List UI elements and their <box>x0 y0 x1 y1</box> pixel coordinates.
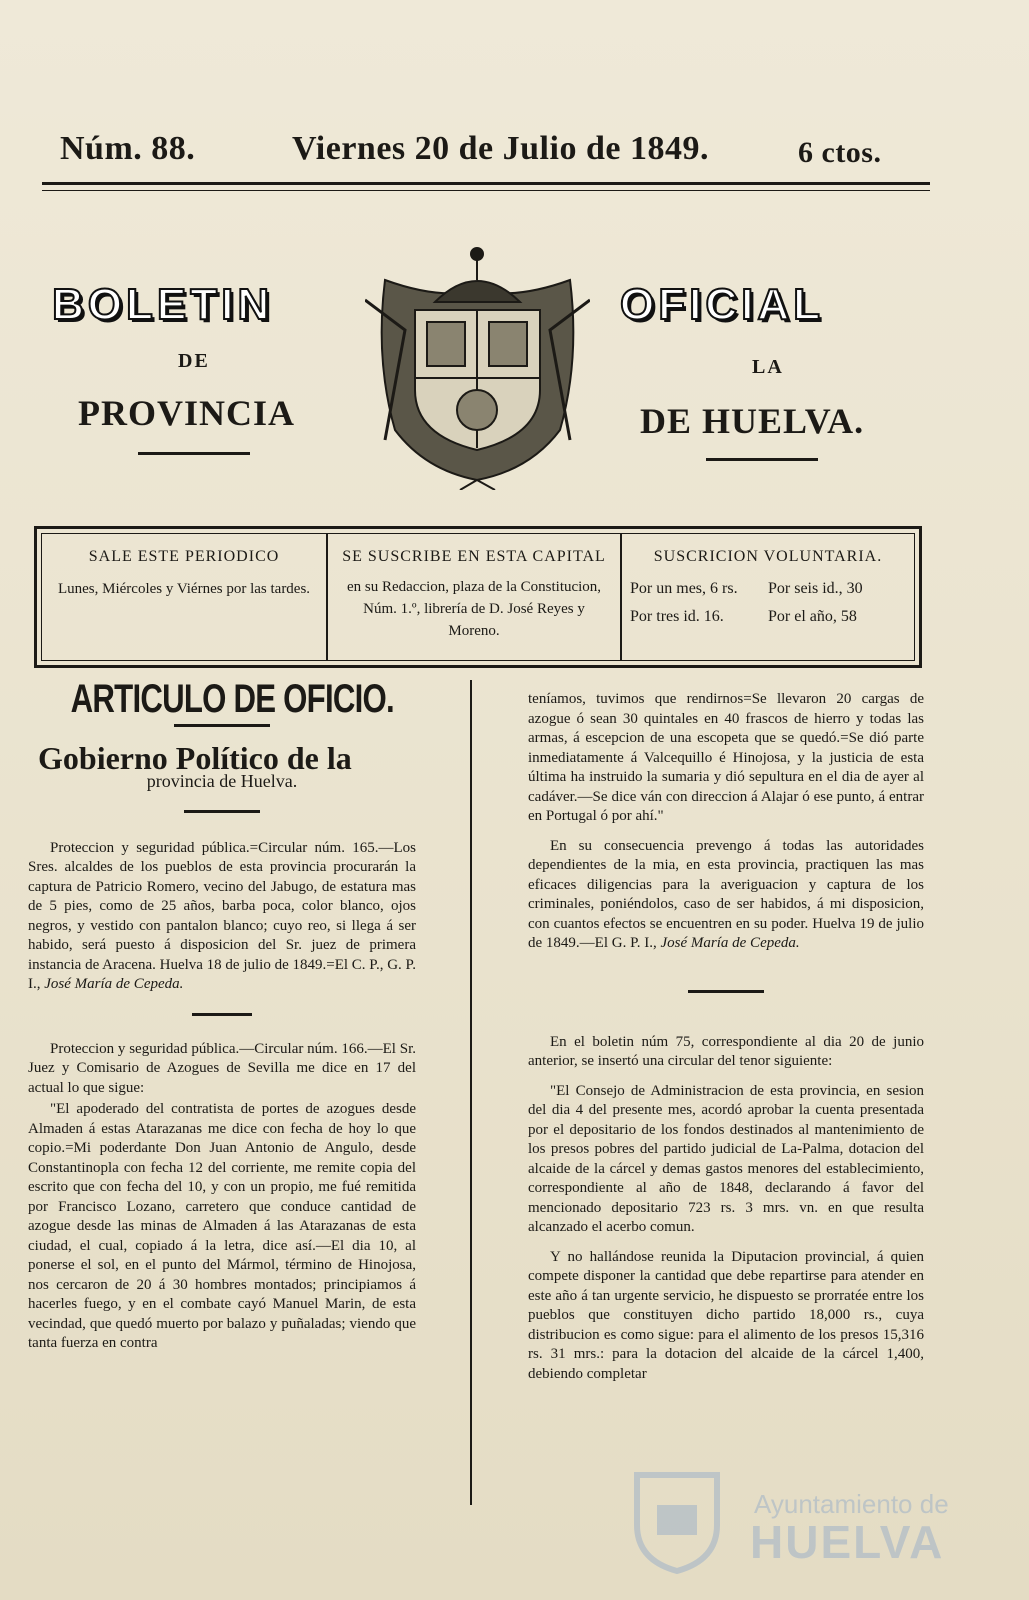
coat-of-arms-icon <box>365 240 590 490</box>
title-provincia: PROVINCIA <box>78 393 296 433</box>
prevention-order-text: En su consecuencia prevengo á todas las autoridades dependientes de la mia, en esta provincia, practiquen las mas eficaces diligencias para la averiguacion y captura de los criminales, poniéndolos, caso de ser habidos, á mi disposicion, con cuantos efectos se encuentren en su poder. Huelva 19 de julio de 1849.—El G. P. I., <box>528 837 924 951</box>
issue-price: 6 ctos. <box>798 136 882 169</box>
info-subscription-text: en su Redaccion, plaza de la Constitucion, Núm. 1.º, librería de D. José Reyes y Moreno. <box>346 579 602 639</box>
government-heading: Gobierno Político de la <box>38 739 352 776</box>
info-rates-heading: SUSCRICION VOLUNTARIA. <box>653 548 883 565</box>
issue-number: Núm. 88. <box>60 130 196 167</box>
title-la: LA <box>752 356 784 378</box>
circular-separator <box>192 1013 252 1016</box>
circular-166-body: "El apoderado del contratista de portes de azogues desde Almaden á estas Atarazanas me dice con fecha de hoy lo que copio.=Mi poderdante Don Juan Antonio de Angulo, desde Constantinopla con fecha 12 del corriente, me remite copia del escrito que con fecha del 10, y con un propio, me fué remitida por Francisco Lozano, carretero que conduce cantidad de azogue desde las minas de Almaden á las Atarazanas de esta ciudad, el cual, copiado á la letra, dice así.—El dia 10, al ponerse el sol, en el punto del Mármol, término de Hinojosa, nos cercaron de 20 á 30 hombres montados; principiamos á hacerles fuego, y en el combate cayó Manuel Marin, de esta vecindad, que quedó muerto por balazo y puñaladas; viendo que tanta fuerza en contra <box>28 1101 416 1351</box>
council-resolution: "El Consejo de Administracion de esta provincia, en sesion del dia 4 del presente mes, acordó aprobar la cuenta presentada por el depositario de los fondos destinados al mantenimiento de los presos pobres del partido judicial de La-Palma, dotacion del alcaide de la cárcel y demas gastos menores del establecimiento, correspondiente al año de 1848, declarando á favor del mencionado depositario 723 rs. 3 mrs. vn. en que resulta alcanzado el acerbo comun. <box>528 1082 924 1235</box>
info-publication-text: Lunes, Miércoles y Viérnes por las tardes. <box>57 581 311 597</box>
title-ornament-right <box>706 458 818 461</box>
government-subheading: provincia de Huelva. <box>146 771 298 791</box>
title-word-boletin: BOLETIN <box>52 280 274 329</box>
issue-date: Viernes 20 de Julio de 1849. <box>292 130 709 167</box>
title-de: DE <box>178 350 210 372</box>
info-subscription-place <box>326 534 620 660</box>
info-box <box>34 526 922 668</box>
title-de-huelva: DE HUELVA. <box>640 401 865 441</box>
rate-six-months: Por seis id., 30 <box>768 580 863 597</box>
watermark <box>622 1465 952 1575</box>
watermark-line-1: Ayuntamiento de <box>754 1489 949 1519</box>
prevention-order-signature: José María de Cepeda. <box>660 935 800 951</box>
title-word-oficial: OFICIAL <box>620 280 824 329</box>
rate-one-month: Por un mes, 6 rs. <box>630 580 738 597</box>
circular-166-intro: Proteccion y seguridad pública.—Circular núm. 166.—El Sr. Juez y Comisario de Azogues de Sevilla me dice en 17 del actual lo que sigue: <box>28 1040 416 1096</box>
circular-165-signature: José María de Cepeda. <box>44 976 184 992</box>
masthead-rule-bottom <box>42 190 930 191</box>
section-ornament <box>174 724 270 727</box>
title-ornament-left <box>138 452 250 455</box>
masthead-rule-top <box>42 182 930 185</box>
city-shield-icon <box>622 1465 732 1575</box>
left-column <box>28 677 416 1364</box>
section-heading: ARTICULO DE OFICIO. <box>70 677 394 721</box>
bulletin-notice: En el boletin núm 75, correspondiente al dia 20 de junio anterior, se insertó una circular del tenor siguiente: <box>528 1033 924 1069</box>
info-rates <box>620 534 914 660</box>
article-separator <box>688 990 764 993</box>
watermark-line-2: HUELVA <box>750 1516 945 1568</box>
rate-three-months: Por tres id. 16. <box>630 608 724 625</box>
prevention-order <box>528 837 924 954</box>
heading-ornament <box>184 810 260 813</box>
rate-one-year: Por el año, 58 <box>768 608 857 625</box>
right-column <box>528 690 924 1394</box>
column-divider <box>470 680 472 1505</box>
distribution-notice: Y no hallándose reunida la Diputacion provincial, á quien compete disponer la cantidad que debe repartirse para atender en este año á tan urgente servicio, he dispuesto se prorratée entre los pueblos que constituyen dicho partido 18,000 rs., cuya distribucion es como sigue: para el alimento de los presos 15,316 rs. 31 mrs.: para la dotacion del alcaide de la cárcel 1,400, debiendo completar <box>528 1248 924 1382</box>
info-publication-days <box>42 534 326 660</box>
circular-165-text: Proteccion y seguridad pública.=Circular núm. 165.—Los Sres. alcaldes de los pueblos de esta provincia procurarán la captura de Patricio Romero, vecino del Jabugo, de estatura mas de 5 pies, como de 25 años, barba poca, color blanco, ojos negros, y vestido con pantalon blanco; cuyo reo, si llega á ser habido, será puesto á disposicion del Sr. juez de primera instancia de Aracena. Huelva 18 de julio de 1849.=El C. P., G. P. I., <box>28 839 416 992</box>
info-subscription-heading: SE SUSCRIBE EN ESTA CAPITAL <box>342 548 606 565</box>
circular-165 <box>28 839 416 995</box>
info-publication-heading: SALE ESTE PERIODICO <box>88 548 280 565</box>
continued-text: teníamos, tuvimos que rendirnos=Se llevaron 20 cargas de azogue ó sean 30 quintales en 40 frascos de hierro y todas las armas, á escepcion de una escopeta que se quedó.=Se dió parte inmediatamente á Valcequillo é Hinojosa, y la justicia de esta última ha instruido la sumaria y dió sepultura en el dia de ayer al cadáver.—Se dice ván con direccion á Alajar ó ese punto, á entrar en Portugal ó por ahí." <box>528 691 924 824</box>
